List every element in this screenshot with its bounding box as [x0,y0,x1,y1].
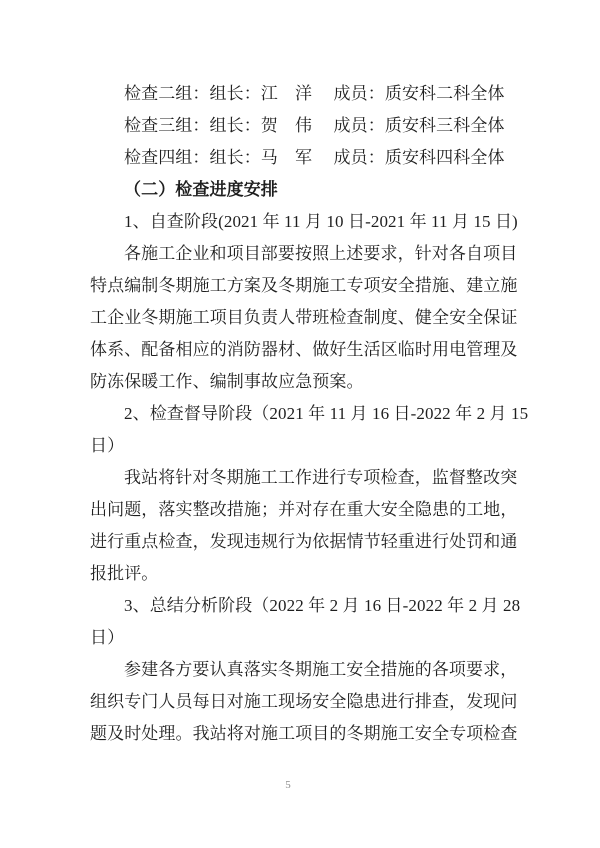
paragraph-line: 我站将针对冬期施工工作进行专项检查，监督整改突 [124,468,518,487]
paragraph-line: 参建各方要认真落实冬期施工安全措施的各项要求， [124,660,518,679]
paragraph-line: 工企业冬期施工项目负责人带班检查制度、健全安全保证 [90,308,518,327]
inspection-group-line: 检查三组：组长：贺 伟 成员：质安科三科全体 [124,116,505,135]
paragraph-line: 各施工企业和项目部要按照上述要求，针对各自项目 [124,244,518,263]
page-number: 5 [285,779,291,791]
paragraph-line: 出问题，落实整改措施；并对存在重大安全隐患的工地， [90,500,518,519]
paragraph-line: 题及时处理。我站将对施工项目的冬期施工安全专项检查 [90,724,518,743]
paragraph-line: 组织专门人员每日对施工现场安全隐患进行排查，发现问 [90,692,518,711]
paragraph-line: 日） [90,628,125,647]
phase-2-heading-line: 2、检查督导阶段（2021 年 11 月 16 日-2022 年 2 月 15 [124,404,529,423]
section-heading: （二）检查进度安排 [124,180,278,199]
paragraph-line: 特点编制冬期施工方案及冬期施工专项安全措施、建立施 [90,276,518,295]
document-body [90,78,529,750]
paragraph-line: 报批评。 [90,564,159,583]
paragraph-line: 进行重点检查，发现违规行为依据情节轻重进行处罚和通 [90,532,518,551]
paragraph-line: 日） [90,436,125,455]
inspection-group-line: 检查四组：组长：马 军 成员：质安科四科全体 [124,148,505,167]
inspection-group-line: 检查二组：组长：江 洋 成员：质安科二科全体 [124,84,505,103]
phase-3-heading-line: 3、总结分析阶段（2022 年 2 月 16 日-2022 年 2 月 28 [124,596,521,615]
paragraph-line: 体系、配备相应的消防器材、做好生活区临时用电管理及 [90,340,518,359]
phase-1-heading-line: 1、自查阶段(2021 年 11 月 10 日-2021 年 11 月 15 日) [124,212,518,231]
paragraph-line: 防冻保暖工作、编制事故应急预案。 [90,372,364,391]
